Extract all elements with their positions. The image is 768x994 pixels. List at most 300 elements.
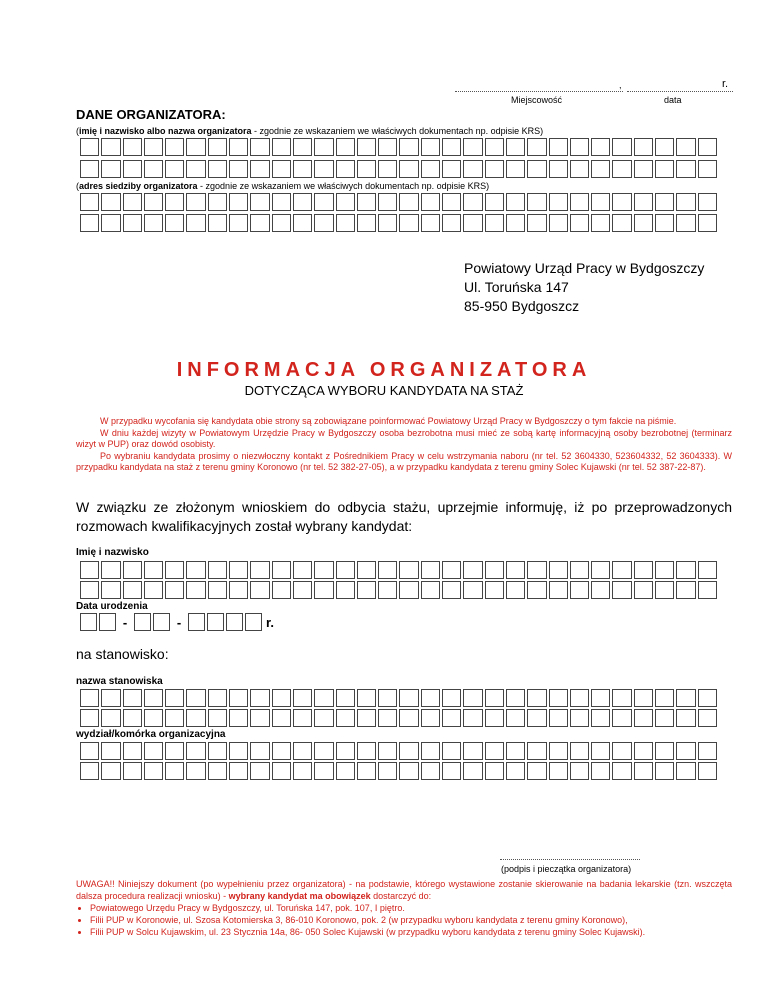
letter-box[interactable] [186, 160, 205, 178]
letter-box[interactable] [378, 138, 397, 156]
letter-box[interactable] [314, 742, 333, 760]
letter-box[interactable] [676, 138, 695, 156]
letter-box[interactable] [229, 193, 248, 211]
dob-year-1[interactable] [188, 613, 205, 631]
letter-box[interactable] [357, 193, 376, 211]
letter-box[interactable] [463, 689, 482, 707]
letter-box[interactable] [80, 561, 99, 579]
letter-box[interactable] [634, 561, 653, 579]
letter-box[interactable] [186, 193, 205, 211]
letter-box[interactable] [229, 762, 248, 780]
letter-box[interactable] [463, 561, 482, 579]
letter-box[interactable] [655, 709, 674, 727]
letter-box[interactable] [250, 561, 269, 579]
letter-box[interactable] [634, 742, 653, 760]
letter-box[interactable] [549, 581, 568, 599]
letter-box[interactable] [634, 214, 653, 232]
letter-box[interactable] [463, 160, 482, 178]
letter-box[interactable] [101, 214, 120, 232]
letter-box[interactable] [506, 742, 525, 760]
letter-box[interactable] [549, 214, 568, 232]
letter-box[interactable] [676, 214, 695, 232]
letter-box[interactable] [250, 160, 269, 178]
letter-box[interactable] [101, 762, 120, 780]
letter-box[interactable] [655, 581, 674, 599]
letter-box[interactable] [676, 742, 695, 760]
letter-box[interactable] [399, 709, 418, 727]
letter-box[interactable] [80, 193, 99, 211]
letter-box[interactable] [421, 581, 440, 599]
letter-box[interactable] [293, 160, 312, 178]
letter-box[interactable] [272, 160, 291, 178]
letter-box[interactable] [549, 160, 568, 178]
letter-box[interactable] [250, 709, 269, 727]
letter-box[interactable] [336, 581, 355, 599]
letter-box[interactable] [314, 709, 333, 727]
letter-box[interactable] [314, 689, 333, 707]
letter-box[interactable] [101, 561, 120, 579]
letter-box[interactable] [655, 214, 674, 232]
letter-box[interactable] [80, 689, 99, 707]
letter-box[interactable] [527, 762, 546, 780]
letter-box[interactable] [272, 689, 291, 707]
letter-box[interactable] [463, 742, 482, 760]
letter-box[interactable] [549, 762, 568, 780]
letter-box[interactable] [208, 214, 227, 232]
dob-day-1[interactable] [80, 613, 97, 631]
letter-box[interactable] [549, 561, 568, 579]
letter-box[interactable] [698, 742, 717, 760]
letter-box[interactable] [123, 138, 142, 156]
letter-box[interactable] [229, 689, 248, 707]
letter-box[interactable] [357, 214, 376, 232]
letter-box[interactable] [549, 689, 568, 707]
letter-box[interactable] [527, 689, 546, 707]
letter-box[interactable] [570, 561, 589, 579]
letter-box[interactable] [527, 214, 546, 232]
date-line[interactable] [627, 91, 733, 92]
letter-box[interactable] [591, 214, 610, 232]
letter-box[interactable] [208, 561, 227, 579]
letter-box[interactable] [442, 561, 461, 579]
letter-box[interactable] [186, 561, 205, 579]
letter-box[interactable] [676, 193, 695, 211]
letter-box[interactable] [676, 709, 695, 727]
letter-box[interactable] [144, 581, 163, 599]
letter-box[interactable] [357, 689, 376, 707]
letter-box[interactable] [186, 762, 205, 780]
letter-box[interactable] [527, 193, 546, 211]
letter-box[interactable] [250, 138, 269, 156]
letter-box[interactable] [591, 709, 610, 727]
letter-box[interactable] [250, 762, 269, 780]
letter-box[interactable] [591, 581, 610, 599]
letter-box[interactable] [591, 138, 610, 156]
letter-box[interactable] [399, 214, 418, 232]
letter-box[interactable] [442, 742, 461, 760]
letter-box[interactable] [527, 742, 546, 760]
letter-box[interactable] [570, 160, 589, 178]
letter-box[interactable] [186, 214, 205, 232]
letter-box[interactable] [293, 138, 312, 156]
candidate-name-row-1[interactable] [80, 561, 719, 579]
letter-box[interactable] [144, 193, 163, 211]
letter-box[interactable] [378, 160, 397, 178]
letter-box[interactable] [123, 160, 142, 178]
letter-box[interactable] [655, 138, 674, 156]
letter-box[interactable] [527, 160, 546, 178]
letter-box[interactable] [698, 214, 717, 232]
letter-box[interactable] [144, 160, 163, 178]
place-line[interactable] [455, 91, 623, 92]
letter-box[interactable] [208, 581, 227, 599]
letter-box[interactable] [165, 561, 184, 579]
letter-box[interactable] [378, 193, 397, 211]
letter-box[interactable] [421, 214, 440, 232]
candidate-name-row-2[interactable] [80, 581, 719, 599]
letter-box[interactable] [186, 689, 205, 707]
letter-box[interactable] [570, 214, 589, 232]
letter-box[interactable] [314, 214, 333, 232]
letter-box[interactable] [272, 581, 291, 599]
letter-box[interactable] [186, 138, 205, 156]
letter-box[interactable] [80, 160, 99, 178]
letter-box[interactable] [570, 742, 589, 760]
letter-box[interactable] [144, 742, 163, 760]
letter-box[interactable] [293, 214, 312, 232]
letter-box[interactable] [272, 214, 291, 232]
letter-box[interactable] [634, 160, 653, 178]
letter-box[interactable] [421, 762, 440, 780]
letter-box[interactable] [80, 709, 99, 727]
letter-box[interactable] [101, 709, 120, 727]
department-row-2[interactable] [80, 762, 719, 780]
letter-box[interactable] [442, 581, 461, 599]
letter-box[interactable] [612, 742, 631, 760]
letter-box[interactable] [570, 709, 589, 727]
letter-box[interactable] [634, 581, 653, 599]
letter-box[interactable] [101, 193, 120, 211]
letter-box[interactable] [293, 581, 312, 599]
letter-box[interactable] [421, 709, 440, 727]
letter-box[interactable] [655, 762, 674, 780]
letter-box[interactable] [399, 138, 418, 156]
letter-box[interactable] [506, 160, 525, 178]
letter-box[interactable] [698, 193, 717, 211]
letter-box[interactable] [378, 581, 397, 599]
letter-box[interactable] [655, 742, 674, 760]
letter-box[interactable] [463, 581, 482, 599]
letter-box[interactable] [80, 138, 99, 156]
letter-box[interactable] [250, 742, 269, 760]
letter-box[interactable] [293, 193, 312, 211]
dob-year-4[interactable] [245, 613, 262, 631]
letter-box[interactable] [272, 138, 291, 156]
letter-box[interactable] [442, 762, 461, 780]
letter-box[interactable] [698, 138, 717, 156]
letter-box[interactable] [229, 160, 248, 178]
letter-box[interactable] [506, 214, 525, 232]
letter-box[interactable] [144, 214, 163, 232]
letter-box[interactable] [655, 561, 674, 579]
organizer-name-row-1[interactable] [80, 138, 719, 156]
dob-year-2[interactable] [207, 613, 224, 631]
letter-box[interactable] [485, 742, 504, 760]
letter-box[interactable] [399, 689, 418, 707]
department-row-1[interactable] [80, 742, 719, 760]
letter-box[interactable] [314, 762, 333, 780]
letter-box[interactable] [591, 160, 610, 178]
letter-box[interactable] [676, 762, 695, 780]
letter-box[interactable] [612, 689, 631, 707]
letter-box[interactable] [463, 214, 482, 232]
letter-box[interactable] [676, 581, 695, 599]
letter-box[interactable] [421, 138, 440, 156]
letter-box[interactable] [442, 689, 461, 707]
dob-day-2[interactable] [99, 613, 116, 631]
letter-box[interactable] [506, 762, 525, 780]
letter-box[interactable] [698, 709, 717, 727]
letter-box[interactable] [208, 193, 227, 211]
letter-box[interactable] [314, 138, 333, 156]
letter-box[interactable] [336, 561, 355, 579]
letter-box[interactable] [123, 214, 142, 232]
letter-box[interactable] [485, 160, 504, 178]
letter-box[interactable] [80, 214, 99, 232]
letter-box[interactable] [101, 138, 120, 156]
letter-box[interactable] [570, 581, 589, 599]
letter-box[interactable] [250, 689, 269, 707]
letter-box[interactable] [336, 742, 355, 760]
letter-box[interactable] [123, 762, 142, 780]
dob-field[interactable] [80, 613, 274, 631]
letter-box[interactable] [612, 581, 631, 599]
letter-box[interactable] [293, 762, 312, 780]
letter-box[interactable] [208, 709, 227, 727]
letter-box[interactable] [165, 742, 184, 760]
letter-box[interactable] [123, 709, 142, 727]
letter-box[interactable] [506, 709, 525, 727]
letter-box[interactable] [591, 689, 610, 707]
letter-box[interactable] [229, 742, 248, 760]
letter-box[interactable] [378, 742, 397, 760]
letter-box[interactable] [80, 742, 99, 760]
letter-box[interactable] [357, 581, 376, 599]
letter-box[interactable] [229, 581, 248, 599]
letter-box[interactable] [570, 193, 589, 211]
letter-box[interactable] [229, 561, 248, 579]
letter-box[interactable] [527, 709, 546, 727]
letter-box[interactable] [463, 138, 482, 156]
letter-box[interactable] [336, 762, 355, 780]
letter-box[interactable] [314, 193, 333, 211]
letter-box[interactable] [357, 138, 376, 156]
letter-box[interactable] [549, 742, 568, 760]
letter-box[interactable] [336, 709, 355, 727]
letter-box[interactable] [123, 742, 142, 760]
letter-box[interactable] [272, 193, 291, 211]
organizer-name-row-2[interactable] [80, 160, 719, 178]
letter-box[interactable] [676, 160, 695, 178]
letter-box[interactable] [591, 193, 610, 211]
letter-box[interactable] [506, 689, 525, 707]
letter-box[interactable] [549, 709, 568, 727]
letter-box[interactable] [165, 762, 184, 780]
organizer-address-row-1[interactable] [80, 193, 719, 211]
letter-box[interactable] [314, 581, 333, 599]
letter-box[interactable] [229, 138, 248, 156]
letter-box[interactable] [676, 561, 695, 579]
letter-box[interactable] [186, 709, 205, 727]
letter-box[interactable] [527, 138, 546, 156]
letter-box[interactable] [186, 742, 205, 760]
letter-box[interactable] [272, 561, 291, 579]
letter-box[interactable] [378, 762, 397, 780]
letter-box[interactable] [336, 214, 355, 232]
letter-box[interactable] [549, 193, 568, 211]
letter-box[interactable] [208, 160, 227, 178]
letter-box[interactable] [612, 561, 631, 579]
letter-box[interactable] [463, 193, 482, 211]
letter-box[interactable] [250, 193, 269, 211]
letter-box[interactable] [612, 214, 631, 232]
letter-box[interactable] [506, 581, 525, 599]
letter-box[interactable] [442, 193, 461, 211]
letter-box[interactable] [442, 160, 461, 178]
letter-box[interactable] [357, 160, 376, 178]
letter-box[interactable] [399, 193, 418, 211]
letter-box[interactable] [506, 193, 525, 211]
letter-box[interactable] [208, 742, 227, 760]
position-name-row-2[interactable] [80, 709, 719, 727]
letter-box[interactable] [293, 561, 312, 579]
letter-box[interactable] [80, 581, 99, 599]
letter-box[interactable] [612, 709, 631, 727]
letter-box[interactable] [144, 689, 163, 707]
letter-box[interactable] [144, 138, 163, 156]
letter-box[interactable] [634, 689, 653, 707]
signature-line[interactable] [500, 859, 640, 860]
letter-box[interactable] [676, 689, 695, 707]
letter-box[interactable] [698, 160, 717, 178]
letter-box[interactable] [549, 138, 568, 156]
letter-box[interactable] [698, 762, 717, 780]
letter-box[interactable] [314, 160, 333, 178]
letter-box[interactable] [208, 762, 227, 780]
letter-box[interactable] [421, 193, 440, 211]
letter-box[interactable] [336, 138, 355, 156]
letter-box[interactable] [123, 581, 142, 599]
letter-box[interactable] [378, 214, 397, 232]
letter-box[interactable] [421, 561, 440, 579]
letter-box[interactable] [485, 689, 504, 707]
letter-box[interactable] [357, 762, 376, 780]
letter-box[interactable] [165, 138, 184, 156]
letter-box[interactable] [101, 160, 120, 178]
letter-box[interactable] [293, 742, 312, 760]
letter-box[interactable] [463, 762, 482, 780]
letter-box[interactable] [378, 561, 397, 579]
dob-month-2[interactable] [153, 613, 170, 631]
letter-box[interactable] [165, 581, 184, 599]
letter-box[interactable] [485, 214, 504, 232]
letter-box[interactable] [570, 138, 589, 156]
letter-box[interactable] [570, 762, 589, 780]
letter-box[interactable] [421, 689, 440, 707]
letter-box[interactable] [101, 689, 120, 707]
letter-box[interactable] [485, 581, 504, 599]
letter-box[interactable] [698, 689, 717, 707]
letter-box[interactable] [399, 561, 418, 579]
letter-box[interactable] [634, 709, 653, 727]
letter-box[interactable] [186, 581, 205, 599]
letter-box[interactable] [570, 689, 589, 707]
letter-box[interactable] [421, 160, 440, 178]
letter-box[interactable] [591, 742, 610, 760]
letter-box[interactable] [378, 689, 397, 707]
letter-box[interactable] [463, 709, 482, 727]
letter-box[interactable] [144, 762, 163, 780]
letter-box[interactable] [485, 762, 504, 780]
letter-box[interactable] [634, 138, 653, 156]
letter-box[interactable] [165, 214, 184, 232]
letter-box[interactable] [336, 193, 355, 211]
letter-box[interactable] [293, 709, 312, 727]
letter-box[interactable] [698, 581, 717, 599]
letter-box[interactable] [208, 138, 227, 156]
letter-box[interactable] [378, 709, 397, 727]
letter-box[interactable] [80, 762, 99, 780]
letter-box[interactable] [698, 561, 717, 579]
position-name-row-1[interactable] [80, 689, 719, 707]
letter-box[interactable] [442, 138, 461, 156]
letter-box[interactable] [399, 160, 418, 178]
letter-box[interactable] [272, 709, 291, 727]
letter-box[interactable] [165, 709, 184, 727]
letter-box[interactable] [442, 214, 461, 232]
letter-box[interactable] [421, 742, 440, 760]
letter-box[interactable] [612, 138, 631, 156]
letter-box[interactable] [144, 561, 163, 579]
letter-box[interactable] [485, 193, 504, 211]
letter-box[interactable] [399, 762, 418, 780]
letter-box[interactable] [272, 742, 291, 760]
letter-box[interactable] [527, 581, 546, 599]
letter-box[interactable] [399, 742, 418, 760]
letter-box[interactable] [442, 709, 461, 727]
letter-box[interactable] [612, 160, 631, 178]
letter-box[interactable] [336, 689, 355, 707]
letter-box[interactable] [485, 561, 504, 579]
letter-box[interactable] [144, 709, 163, 727]
letter-box[interactable] [250, 214, 269, 232]
letter-box[interactable] [612, 762, 631, 780]
letter-box[interactable] [357, 742, 376, 760]
letter-box[interactable] [293, 689, 312, 707]
letter-box[interactable] [123, 561, 142, 579]
letter-box[interactable] [634, 193, 653, 211]
organizer-address-row-2[interactable] [80, 214, 719, 232]
letter-box[interactable] [336, 160, 355, 178]
letter-box[interactable] [272, 762, 291, 780]
letter-box[interactable] [357, 709, 376, 727]
letter-box[interactable] [527, 561, 546, 579]
letter-box[interactable] [101, 742, 120, 760]
letter-box[interactable] [485, 709, 504, 727]
dob-month-1[interactable] [134, 613, 151, 631]
letter-box[interactable] [591, 561, 610, 579]
letter-box[interactable] [506, 138, 525, 156]
